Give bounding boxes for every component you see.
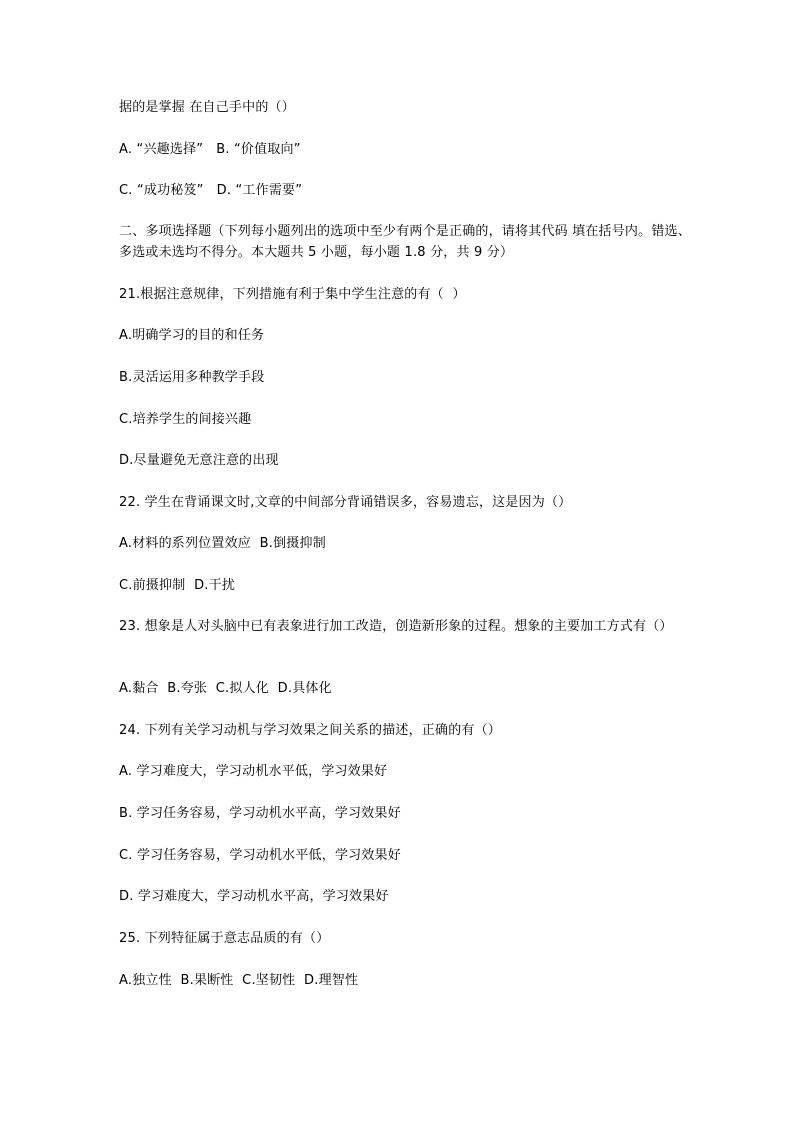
option-line: D.尽量避免无意注意的出现 — [119, 453, 279, 468]
option-line: C.前摄抑制 D.干扰 — [119, 578, 236, 593]
option-line: C.培养学生的间接兴趣 — [119, 412, 252, 427]
option-line: A.独立性 B.果断性 C.坚韧性 D.理智性 — [119, 973, 359, 988]
option-line: D. 学习难度大，学习动机水平高，学习效果好 — [119, 889, 389, 904]
option-line: A.黏合 B.夸张 C.拟人化 D.具体化 — [119, 681, 332, 696]
option-line: B. 学习任务容易，学习动机水平高，学习效果好 — [119, 806, 401, 821]
option-line: A. 学习难度大，学习动机水平低，学习效果好 — [119, 764, 388, 779]
text-line-continuation: 据的是掌握 在自己手中的（） — [119, 100, 295, 115]
option-line: B.灵活运用多种教学手段 — [119, 370, 265, 385]
option-line: A.明确学习的目的和任务 — [119, 328, 265, 343]
option-line: A.材料的系列位置效应 B.倒摄抑制 — [119, 536, 326, 551]
question-21: 21.根据注意规律，下列措施有利于集中学生注意的有（ ） — [119, 287, 466, 302]
question-22: 22. 学生在背诵课文时,文章的中间部分背诵错误多，容易遗忘，这是因为（） — [119, 495, 572, 510]
option-line: C. “成功秘笈” D. “工作需要” — [119, 183, 303, 198]
question-24: 24. 下列有关学习动机与学习效果之间关系的描述，正确的有（） — [119, 723, 502, 738]
question-25: 25. 下列特征属于意志品质的有（） — [119, 931, 330, 946]
option-line: A. “兴趣选择” B. “价值取向” — [119, 142, 301, 157]
section-heading: 二、多项选择题（下列每小题列出的选项中至少有两个是正确的，请将其代码 填在括号内。错选、多选或未选均不得分。本大题共 5 小题，每小题 1.8 分，共 9 分） — [119, 224, 691, 260]
option-line: C. 学习任务容易，学习动机水平低，学习效果好 — [119, 848, 401, 863]
question-23: 23. 想象是人对头脑中已有表象进行加工改造，创造新形象的过程。想象的主要加工方式有（） — [119, 619, 673, 634]
